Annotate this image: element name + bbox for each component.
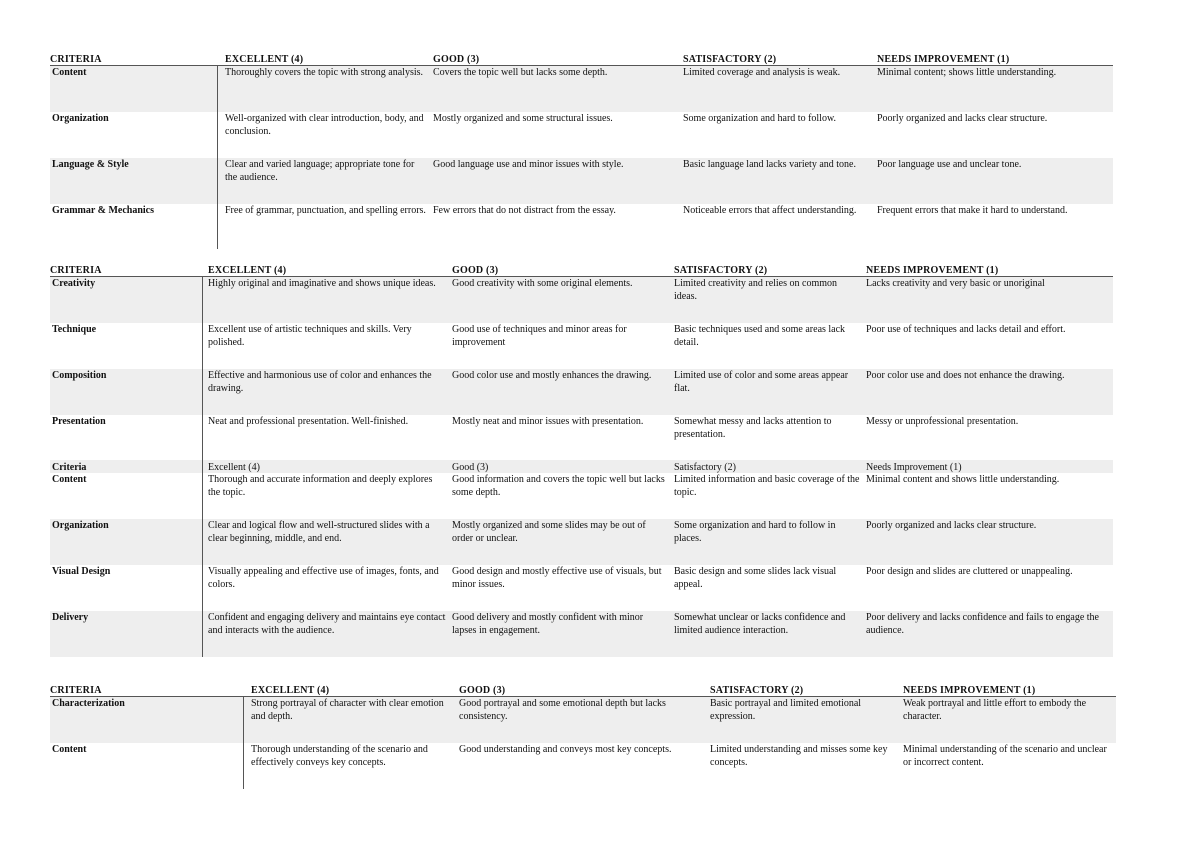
satisfactory-cell: Somewhat messy and lacks attention to presentation. — [674, 416, 832, 440]
criteria-cell: Organization — [52, 113, 109, 124]
header-needs-improvement: NEEDS IMPROVEMENT (1) — [866, 265, 999, 276]
needs-improvement-cell: Poorly organized and lacks clear structure. — [866, 520, 1037, 531]
good-cell: Good design and mostly effective use of visuals, but minor issues. — [452, 566, 662, 590]
table-row — [50, 611, 1113, 657]
subheader-satisfactory: Satisfactory (2) — [674, 462, 736, 473]
header-row — [50, 52, 1113, 66]
criteria-cell: Composition — [52, 370, 107, 381]
header-excellent: EXCELLENT (4) — [208, 265, 287, 276]
subheader-needs-improvement: Needs Improvement (1) — [866, 462, 962, 473]
header-excellent: EXCELLENT (4) — [225, 54, 304, 65]
satisfactory-cell: Basic techniques used and some areas lack detail. — [674, 324, 846, 348]
needs-improvement-cell: Minimal content; shows little understanding. — [877, 67, 1057, 78]
table-row — [50, 158, 1113, 204]
needs-improvement-cell: Weak portrayal and little effort to embody the character. — [903, 698, 1087, 722]
good-cell: Mostly organized and some structural issues. — [433, 113, 613, 124]
header-needs-improvement: NEEDS IMPROVEMENT (1) — [877, 54, 1010, 65]
good-cell: Good language use and minor issues with style. — [433, 159, 624, 170]
excellent-cell: Thorough and accurate information and deeply explores the topic. — [208, 474, 433, 498]
table-row — [50, 415, 1113, 460]
table-row — [50, 66, 1113, 112]
header-excellent: EXCELLENT (4) — [251, 685, 330, 696]
table-row — [50, 112, 1113, 158]
good-cell: Covers the topic well but lacks some depth. — [433, 67, 608, 78]
criteria-cell: Content — [52, 474, 87, 485]
excellent-cell: Effective and harmonious use of color and enhances the drawing. — [208, 370, 432, 394]
excellent-cell: Neat and professional presentation. Well-finished. — [208, 416, 409, 427]
satisfactory-cell: Some organization and hard to follow in places. — [674, 520, 836, 544]
excellent-cell: Clear and logical flow and well-structured slides with a clear beginning, middle, and end. — [208, 520, 430, 544]
header-row — [50, 683, 1116, 697]
subheader-good: Good (3) — [452, 462, 489, 473]
excellent-cell: Confident and engaging delivery and maintains eye contact and interacts with the audience. — [208, 612, 446, 636]
excellent-cell: Strong portrayal of character with clear emotion and depth. — [251, 698, 444, 722]
needs-improvement-cell: Minimal content and shows little understanding. — [866, 474, 1060, 485]
needs-improvement-cell: Poor design and slides are cluttered or unappealing. — [866, 566, 1073, 577]
subheader-row — [50, 460, 1113, 473]
header-good: GOOD (3) — [459, 685, 506, 696]
needs-improvement-cell: Poor delivery and lacks confidence and fails to engage the audience. — [866, 612, 1099, 636]
table-row — [50, 204, 1113, 250]
needs-improvement-cell: Poor use of techniques and lacks detail and effort. — [866, 324, 1066, 335]
excellent-cell: Visually appealing and effective use of images, fonts, and colors. — [208, 566, 439, 590]
satisfactory-cell: Limited understanding and misses some key concepts. — [710, 744, 888, 768]
excellent-cell: Highly original and imaginative and shows unique ideas. — [208, 278, 436, 289]
good-cell: Good creativity with some original elements. — [452, 278, 633, 289]
satisfactory-cell: Limited creativity and relies on common ideas. — [674, 278, 838, 302]
criteria-cell: Visual Design — [52, 566, 111, 577]
header-needs-improvement: NEEDS IMPROVEMENT (1) — [903, 685, 1036, 696]
header-good: GOOD (3) — [433, 54, 480, 65]
criteria-cell: Grammar & Mechanics — [52, 205, 155, 216]
rubric-table-roleplay — [50, 683, 1116, 789]
table-row — [50, 323, 1113, 369]
header-criteria: CRITERIA — [50, 685, 102, 696]
needs-improvement-cell: Poor color use and does not enhance the drawing. — [866, 370, 1065, 381]
excellent-cell: Clear and varied language; appropriate tone for the audience. — [225, 159, 415, 183]
table-row — [50, 277, 1113, 323]
header-satisfactory: SATISFACTORY (2) — [674, 265, 768, 276]
excellent-cell: Excellent use of artistic techniques and skills. Very polished. — [208, 324, 412, 348]
satisfactory-cell: Somewhat unclear or lacks confidence and limited audience interaction. — [674, 612, 846, 636]
satisfactory-cell: Limited information and basic coverage of the topic. — [674, 474, 860, 498]
criteria-cell: Delivery — [52, 612, 89, 623]
criteria-cell: Characterization — [52, 698, 125, 709]
satisfactory-cell: Basic portrayal and limited emotional expression. — [710, 698, 862, 722]
table-row — [50, 743, 1116, 789]
good-cell: Good understanding and conveys most key concepts. — [459, 744, 672, 755]
good-cell: Good information and covers the topic well but lacks some depth. — [452, 474, 665, 498]
needs-improvement-cell: Messy or unprofessional presentation. — [866, 416, 1019, 427]
table-row — [50, 473, 1113, 519]
rubric-table-art — [50, 263, 1113, 657]
excellent-cell: Free of grammar, punctuation, and spelling errors. — [225, 205, 426, 216]
subheader-criteria: Criteria — [52, 462, 87, 473]
subheader-excellent: Excellent (4) — [208, 462, 260, 473]
good-cell: Good use of techniques and minor areas for improvement — [452, 324, 627, 348]
needs-improvement-cell: Poorly organized and lacks clear structure. — [877, 113, 1048, 124]
good-cell: Good color use and mostly enhances the drawing. — [452, 370, 652, 381]
table-row — [50, 369, 1113, 415]
good-cell: Mostly organized and some slides may be out of order or unclear. — [452, 520, 646, 544]
column-divider — [217, 66, 218, 249]
criteria-cell: Content — [52, 67, 87, 78]
satisfactory-cell: Limited use of color and some areas appear flat. — [674, 370, 849, 394]
criteria-cell: Technique — [52, 324, 97, 335]
good-cell: Few errors that do not distract from the essay. — [433, 205, 616, 216]
header-criteria: CRITERIA — [50, 265, 102, 276]
criteria-cell: Presentation — [52, 416, 106, 427]
needs-improvement-cell: Minimal understanding of the scenario and unclear or incorrect content. — [903, 744, 1107, 768]
table-row — [50, 519, 1113, 565]
needs-improvement-cell: Frequent errors that make it hard to understand. — [877, 205, 1068, 216]
satisfactory-cell: Basic design and some slides lack visual appeal. — [674, 566, 837, 590]
header-satisfactory: SATISFACTORY (2) — [710, 685, 804, 696]
criteria-cell: Organization — [52, 520, 109, 531]
header-row — [50, 263, 1113, 277]
satisfactory-cell: Limited coverage and analysis is weak. — [683, 67, 841, 78]
needs-improvement-cell: Poor language use and unclear tone. — [877, 159, 1022, 170]
excellent-cell: Thoroughly covers the topic with strong analysis. — [225, 67, 424, 78]
column-divider — [243, 697, 244, 789]
satisfactory-cell: Some organization and hard to follow. — [683, 113, 837, 124]
header-good: GOOD (3) — [452, 265, 499, 276]
satisfactory-cell: Noticeable errors that affect understanding. — [683, 205, 857, 216]
excellent-cell: Thorough understanding of the scenario and effectively conveys key concepts. — [251, 744, 428, 768]
rubric-table-essay — [50, 52, 1113, 250]
column-divider — [202, 277, 203, 657]
table-row — [50, 697, 1116, 743]
header-satisfactory: SATISFACTORY (2) — [683, 54, 777, 65]
excellent-cell: Well-organized with clear introduction, body, and conclusion. — [225, 113, 424, 137]
needs-improvement-cell: Lacks creativity and very basic or unoriginal — [866, 278, 1045, 289]
good-cell: Good delivery and mostly confident with minor lapses in engagement. — [452, 612, 644, 636]
table-row — [50, 565, 1113, 611]
satisfactory-cell: Basic language land lacks variety and tone. — [683, 159, 856, 170]
good-cell: Mostly neat and minor issues with presentation. — [452, 416, 644, 427]
criteria-cell: Content — [52, 744, 87, 755]
criteria-cell: Creativity — [52, 278, 96, 289]
header-criteria: CRITERIA — [50, 54, 102, 65]
criteria-cell: Language & Style — [52, 159, 129, 170]
good-cell: Good portrayal and some emotional depth but lacks consistency. — [459, 698, 666, 722]
